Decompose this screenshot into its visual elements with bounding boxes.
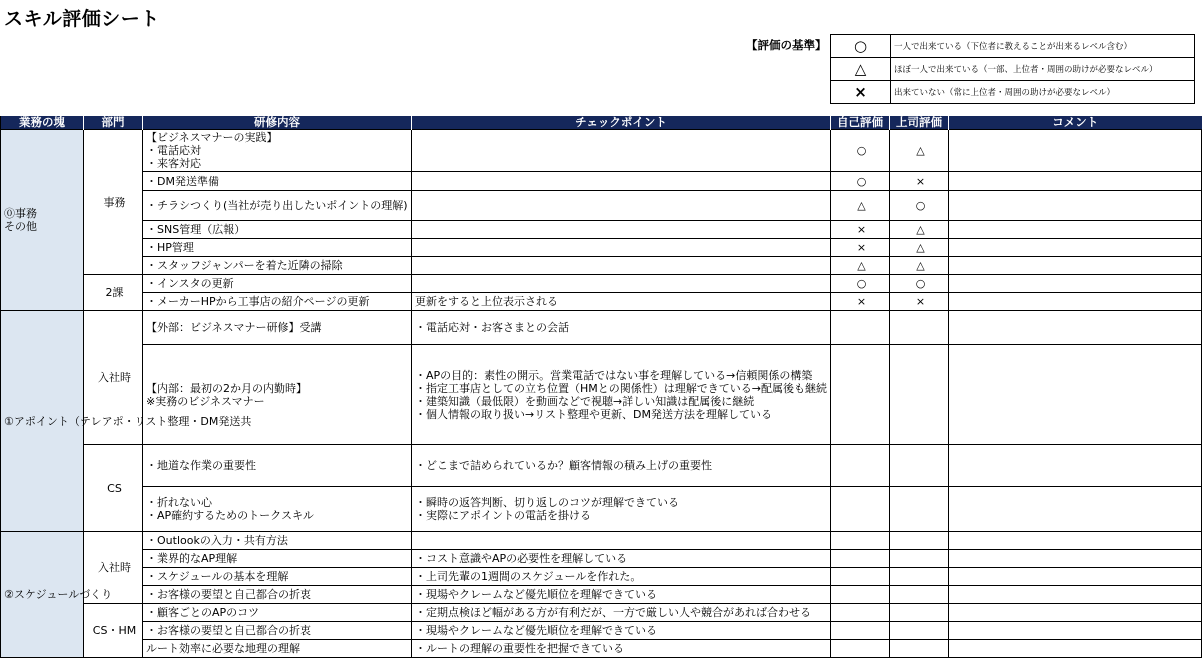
boss-eval-cell[interactable]: [890, 345, 949, 445]
boss-eval-cell[interactable]: △: [890, 257, 949, 275]
boss-eval-cell[interactable]: △: [890, 221, 949, 239]
training-cell[interactable]: 【ビジネスマナーの実践】 ・電話応対 ・来客対応: [143, 130, 412, 172]
training-cell[interactable]: ・メーカーHPから工事店の紹介ページの更新: [143, 293, 412, 311]
self-eval-cell[interactable]: [831, 622, 890, 640]
self-eval-cell[interactable]: [831, 550, 890, 568]
self-eval-cell[interactable]: [831, 487, 890, 532]
check-cell[interactable]: [412, 191, 831, 221]
dept-cell: 2課: [84, 275, 143, 311]
boss-eval-cell[interactable]: [890, 550, 949, 568]
self-eval-cell[interactable]: ×: [831, 293, 890, 311]
check-cell[interactable]: [412, 221, 831, 239]
check-cell[interactable]: ・どこまで詰められているか？顧客情報の積み上げの重要性: [412, 445, 831, 487]
self-eval-cell[interactable]: [831, 586, 890, 604]
block-cell-office: ⓪事務 その他: [1, 130, 84, 311]
comment-cell[interactable]: [949, 257, 1202, 275]
training-cell[interactable]: ・折れない心 ・AP確約するためのトークスキル: [143, 487, 412, 532]
training-cell[interactable]: ・地道な作業の重要性: [143, 445, 412, 487]
header-training: 研修内容: [143, 116, 412, 130]
check-cell[interactable]: ・定期点検ほど幅がある方が有利だが、一方で厳しい人や競合があれば合わせる: [412, 604, 831, 622]
dept-cell: 入社時: [84, 532, 143, 604]
legend-desc: ほぼ一人で出来ている（一部、上位者・周囲の助けが必要なレベル）: [891, 58, 1195, 81]
self-eval-cell[interactable]: [831, 640, 890, 658]
training-cell[interactable]: ・業界的なAP理解: [143, 550, 412, 568]
triangle-symbol: △: [831, 58, 891, 81]
training-cell[interactable]: ルート効率に必要な地理の理解: [143, 640, 412, 658]
training-cell[interactable]: ・DM発送準備: [143, 172, 412, 191]
comment-cell[interactable]: [949, 221, 1202, 239]
comment-cell[interactable]: [949, 640, 1202, 658]
comment-cell[interactable]: [949, 622, 1202, 640]
check-cell[interactable]: ・コスト意識やAPの必要性を理解している: [412, 550, 831, 568]
comment-cell[interactable]: [949, 345, 1202, 445]
dept-cell: CS・HM: [84, 604, 143, 658]
comment-cell[interactable]: [949, 191, 1202, 221]
self-eval-cell[interactable]: △: [831, 191, 890, 221]
boss-eval-cell[interactable]: ○: [890, 275, 949, 293]
comment-cell[interactable]: [949, 532, 1202, 550]
self-eval-cell[interactable]: [831, 445, 890, 487]
circle-symbol: ○: [831, 35, 891, 58]
training-cell[interactable]: ・お客様の要望と自己都合の折衷: [143, 586, 412, 604]
legend-row: [831, 81, 1195, 104]
training-cell[interactable]: ・Outlookの入力・共有方法: [143, 532, 412, 550]
self-eval-cell[interactable]: ○: [831, 172, 890, 191]
dept-cell: 事務: [84, 130, 143, 275]
check-cell[interactable]: [412, 532, 831, 550]
training-cell[interactable]: 【内部：最初の2か月の内勤時】 ※実務のビジネスマナー: [143, 345, 412, 445]
comment-cell[interactable]: [949, 568, 1202, 586]
legend-row: [831, 58, 1195, 81]
cross-symbol: ×: [831, 81, 891, 104]
check-cell[interactable]: ・現場やクレームなど優先順位を理解できている: [412, 622, 831, 640]
header-block: 業務の塊: [1, 116, 84, 130]
comment-cell[interactable]: [949, 487, 1202, 532]
self-eval-cell[interactable]: [831, 345, 890, 445]
header-dept: 部門: [84, 116, 143, 130]
legend-table: [830, 34, 1195, 104]
self-eval-cell[interactable]: ×: [831, 239, 890, 257]
legend-label: 【評価の基準】: [746, 38, 827, 52]
boss-eval-cell[interactable]: [890, 445, 949, 487]
training-cell[interactable]: ・お客様の要望と自己都合の折衷: [143, 622, 412, 640]
legend-desc: 出来ていない（常に上位者・周囲の助けが必要なレベル）: [891, 81, 1195, 104]
comment-cell[interactable]: [949, 172, 1202, 191]
check-cell[interactable]: ・現場やクレームなど優先順位を理解できている: [412, 586, 831, 604]
training-cell[interactable]: ・チラシつくり(当社が売り出したいポイントの理解): [143, 191, 412, 221]
self-eval-cell[interactable]: [831, 311, 890, 345]
self-eval-cell[interactable]: ○: [831, 275, 890, 293]
comment-cell[interactable]: [949, 130, 1202, 172]
skill-table: [0, 116, 1202, 658]
check-cell[interactable]: ・上司先輩の1週間のスケジュールを作れた。: [412, 568, 831, 586]
comment-cell[interactable]: [949, 275, 1202, 293]
check-cell[interactable]: [412, 172, 831, 191]
check-cell[interactable]: ・電話応対・お客さまとの会話: [412, 311, 831, 345]
check-cell[interactable]: 更新をすると上位表示される: [412, 293, 831, 311]
check-cell[interactable]: ・瞬時の返答判断、切り返しのコツが理解できている ・実際にアポイントの電話を掛ける: [412, 487, 831, 532]
check-cell[interactable]: [412, 130, 831, 172]
header-comment: コメント: [949, 116, 1202, 130]
check-cell[interactable]: [412, 239, 831, 257]
page-title: スキル評価シート: [4, 8, 160, 30]
self-eval-cell[interactable]: △: [831, 257, 890, 275]
check-cell[interactable]: [412, 257, 831, 275]
training-cell[interactable]: ・スタッフジャンパーを着た近隣の掃除: [143, 257, 412, 275]
boss-eval-cell[interactable]: ×: [890, 172, 949, 191]
comment-cell[interactable]: [949, 311, 1202, 345]
header-self-eval: 自己評価: [831, 116, 890, 130]
boss-eval-cell[interactable]: [890, 586, 949, 604]
header-boss-eval: 上司評価: [890, 116, 949, 130]
boss-eval-cell[interactable]: [890, 622, 949, 640]
self-eval-cell[interactable]: [831, 568, 890, 586]
boss-eval-cell[interactable]: [890, 532, 949, 550]
self-eval-cell[interactable]: [831, 532, 890, 550]
boss-eval-cell[interactable]: △: [890, 130, 949, 172]
dept-cell: CS: [84, 445, 143, 532]
comment-cell[interactable]: [949, 550, 1202, 568]
boss-eval-cell[interactable]: [890, 487, 949, 532]
self-eval-cell[interactable]: [831, 604, 890, 622]
boss-eval-cell[interactable]: [890, 311, 949, 345]
block-cell-schedule: ②スケジュールづくり: [1, 532, 84, 658]
header-row: [1, 116, 1202, 130]
comment-cell[interactable]: [949, 293, 1202, 311]
self-eval-cell[interactable]: ×: [831, 221, 890, 239]
training-cell[interactable]: ・顧客ごとのAPのコツ: [143, 604, 412, 622]
comment-cell[interactable]: [949, 604, 1202, 622]
boss-eval-cell[interactable]: [890, 640, 949, 658]
boss-eval-cell[interactable]: ○: [890, 191, 949, 221]
boss-eval-cell[interactable]: ×: [890, 293, 949, 311]
training-cell[interactable]: ・HP管理: [143, 239, 412, 257]
check-cell[interactable]: ・ルートの理解の重要性を把握できている: [412, 640, 831, 658]
training-cell[interactable]: 【外部：ビジネスマナー研修】受講: [143, 311, 412, 345]
check-cell[interactable]: [412, 275, 831, 293]
self-eval-cell[interactable]: ○: [831, 130, 890, 172]
block-cell-appointment: ①アポイント（テレアポ・リスト整理・DM発送共: [1, 311, 84, 532]
legend-row: [831, 35, 1195, 58]
legend-desc: 一人で出来ている（下位者に教えることが出来るレベル含む）: [891, 35, 1195, 58]
comment-cell[interactable]: [949, 586, 1202, 604]
check-cell[interactable]: ・APの目的：素性の開示。営業電話ではない事を理解している→信頼関係の構築 ・指定工事店としての立ち位置（HMとの関係性）は理解できている→配属後も継続 ・建築知識（最低限）を動画などで視聴→詳しい知識は配属後に継続 ・個人情報の取り扱い→リスト整理や更新、DM発送方法を理解している: [412, 345, 831, 445]
comment-cell[interactable]: [949, 445, 1202, 487]
boss-eval-cell[interactable]: [890, 568, 949, 586]
training-cell[interactable]: ・SNS管理（広報）: [143, 221, 412, 239]
header-check: チェックポイント: [412, 116, 831, 130]
boss-eval-cell[interactable]: [890, 604, 949, 622]
comment-cell[interactable]: [949, 239, 1202, 257]
training-cell[interactable]: ・インスタの更新: [143, 275, 412, 293]
training-cell[interactable]: ・スケジュールの基本を理解: [143, 568, 412, 586]
dept-cell: 入社時: [84, 311, 143, 445]
boss-eval-cell[interactable]: △: [890, 239, 949, 257]
